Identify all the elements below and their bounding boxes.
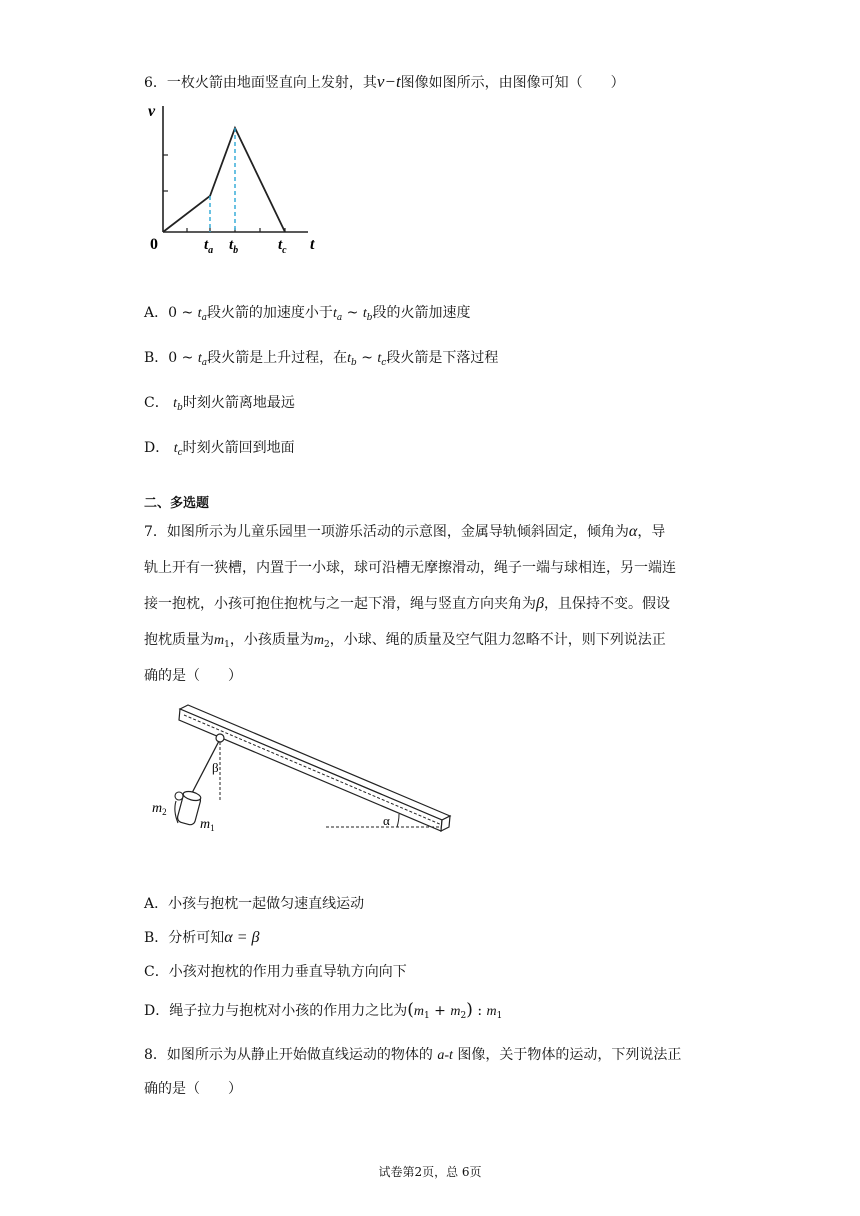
page-footer: 试卷第2页，总 6页 bbox=[378, 1165, 482, 1179]
m2-sub: 2 bbox=[162, 807, 167, 817]
q6-vt-symbol: v−t bbox=[376, 72, 401, 91]
ta-label: t bbox=[204, 237, 209, 253]
q6-stem-text-end: 图像如图所示，由图像可知（ ） bbox=[400, 75, 625, 91]
q7-line-3: 接一抱枕，小孩可抱住抱枕与之一起下滑，绳与竖直方向夹角为β，且保持不变。假设 bbox=[144, 595, 670, 612]
beta-label: β bbox=[212, 760, 219, 775]
svg-text:ta bbox=[204, 237, 213, 256]
svg-text:tb bbox=[229, 237, 238, 256]
tc-sub: c bbox=[282, 245, 287, 256]
tb-sub: b bbox=[233, 245, 239, 256]
svg-text:m2 bbox=[152, 801, 167, 817]
q8-line-2: 确的是（ ） bbox=[144, 1081, 242, 1097]
q7-option-d[interactable]: D．绳子拉力与抱枕对小孩的作用力之比为$(m_1 + m_2)$ : $m_1$ bbox=[144, 1000, 503, 1021]
alpha-arc bbox=[397, 814, 399, 827]
tc-label: t bbox=[278, 237, 283, 253]
ball bbox=[216, 734, 224, 742]
m2-label: m bbox=[152, 801, 163, 816]
y-axis-label: v bbox=[148, 103, 156, 120]
q6-number: 6． bbox=[144, 75, 167, 91]
q6-option-d[interactable]: D． $t_c$时刻火箭回到地面 bbox=[144, 440, 295, 458]
q7-incline-figure bbox=[150, 700, 460, 845]
q7-option-b[interactable]: B．分析可知α = β bbox=[144, 929, 260, 946]
svg-text:tc bbox=[278, 237, 287, 256]
svg-text:m1 bbox=[200, 817, 215, 833]
q6-option-b[interactable]: B．0 ~ $t_a$段火箭是上升过程，在$t_b$ ~ $t_c$段火箭是下落过程 bbox=[144, 350, 499, 368]
q6-stem-text: 一枚火箭由地面竖直向上发射，其 bbox=[166, 75, 377, 91]
vt-curve bbox=[163, 128, 285, 232]
q6-stem bbox=[144, 72, 625, 93]
q7-option-a[interactable]: A．小孩与抱枕一起做匀速直线运动 bbox=[144, 896, 365, 912]
origin-label: 0 bbox=[150, 236, 158, 253]
q7-line-1: 7．如图所示为儿童乐园里一项游乐活动的示意图，金属导轨倾斜固定，倾角为α，导 bbox=[144, 523, 666, 540]
tb-label: t bbox=[229, 237, 234, 253]
q7-option-c[interactable]: C．小孩对抱枕的作用力垂直导轨方向向下 bbox=[144, 964, 407, 980]
m1-sub: 1 bbox=[210, 823, 215, 833]
q7-line-2: 轨上开有一狭槽，内置于一小球，球可沿槽无摩擦滑动，绳子一端与球相连，另一端连 bbox=[144, 560, 676, 576]
x-axis-label: t bbox=[310, 236, 315, 253]
q6-option-c[interactable]: C． $t_b$时刻火箭离地最远 bbox=[144, 395, 295, 413]
q7-line-4: 抱枕质量为$m_1$，小孩质量为$m_2$，小球、绳的质量及空气阻力忽略不计，则下列说法正 bbox=[144, 632, 666, 650]
m1-label: m bbox=[200, 817, 211, 832]
ta-sub: a bbox=[208, 245, 214, 256]
section-title: 二、多选题 bbox=[144, 496, 210, 511]
q7-line-5: 确的是（ ） bbox=[144, 668, 242, 684]
q8-line-1: 8．如图所示为从静止开始做直线运动的物体的 a-t 图像，关于物体的运动，下列说法正 bbox=[144, 1047, 682, 1063]
alpha-label: α bbox=[383, 813, 390, 828]
q6-vt-graph bbox=[144, 98, 334, 258]
q6-option-a[interactable]: A．0 ~ $t_a$段火箭的加速度小于$t_a$ ~ $t_b$段的火箭加速度 bbox=[144, 305, 471, 323]
child-and-pillow bbox=[175, 790, 202, 826]
